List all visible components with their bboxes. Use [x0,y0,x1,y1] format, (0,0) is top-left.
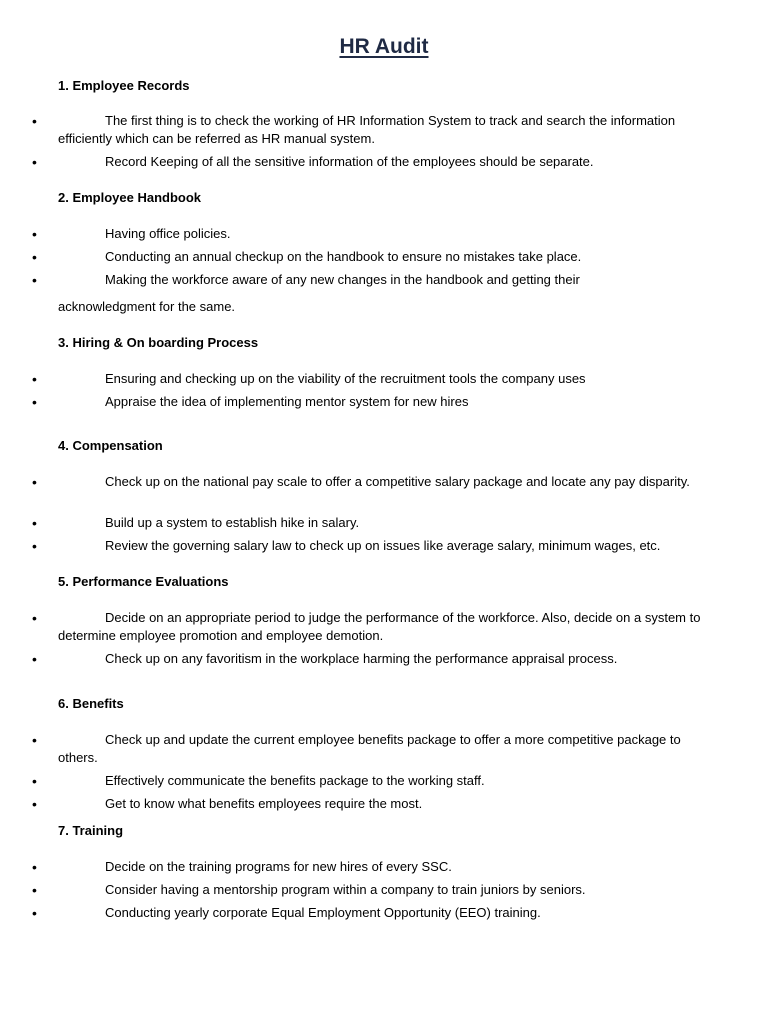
bullet-icon: • [32,272,37,288]
bullet-icon: • [32,651,37,667]
title-text: HR Audit [339,35,429,58]
list-item: • Review the governing salary law to check up on issues like average salary, minimum wages, etc. [32,538,661,554]
section-heading-compensation: 4. Compensation [58,438,163,453]
document-title [0,35,768,59]
list-item: • Effectively communicate the benefits package to the working staff. [32,773,485,789]
list-item: • The first thing is to check the working of HR Information System to track and search the information efficiently which can be referred as HR manual system. [32,113,676,146]
bullet-icon: • [32,905,37,921]
bullet-icon: • [32,371,37,387]
bullet-icon: • [32,773,37,789]
list-item: • Check up and update the current employee benefits package to offer a more competitive package to others. [32,732,681,765]
bullet-icon: • [32,226,37,242]
bullet-icon: • [32,394,37,410]
list-item: • Conducting an annual checkup on the handbook to ensure no mistakes take place. [32,249,582,265]
list-item: • Record Keeping of all the sensitive information of the employees should be separate. [32,154,594,170]
bullet-icon: • [32,249,37,265]
section-heading-employee-records: 1. Employee Records [58,78,190,93]
bullet-icon: • [32,154,37,170]
list-item: • Having office policies. [32,226,231,242]
bullet-icon: • [32,610,37,626]
list-item: • Decide on the training programs for new hires of every SSC. [32,859,452,875]
list-item: • Check up on any favoritism in the workplace harming the performance appraisal process. [32,651,618,667]
list-item: • Ensuring and checking up on the viability of the recruitment tools the company uses [32,371,586,387]
bullet-icon: • [32,882,37,898]
section-heading-performance-evaluations: 5. Performance Evaluations [58,574,229,589]
list-item-continuation: acknowledgment for the same. [58,299,236,314]
section-heading-hiring-onboarding: 3. Hiring & On boarding Process [58,335,259,350]
section-heading-benefits: 6. Benefits [58,696,124,711]
list-item: • Appraise the idea of implementing mentor system for new hires [32,394,469,410]
bullet-icon: • [32,538,37,554]
list-item: • Get to know what benefits employees require the most. [32,796,423,812]
bullet-icon: • [32,732,37,748]
bullet-icon: • [32,859,37,875]
list-item: • Conducting yearly corporate Equal Employment Opportunity (EEO) training. [32,905,541,921]
list-item: • Making the workforce aware of any new changes in the handbook and getting their [32,272,580,288]
list-item: • Decide on an appropriate period to judge the performance of the workforce. Also, decide on a system to determine employee promotion and employee demotion. [32,610,701,643]
section-heading-training: 7. Training [58,823,124,838]
bullet-icon: • [32,515,37,531]
list-item: • Check up on the national pay scale to offer a competitive salary package and locate any pay disparity. [32,474,690,490]
bullet-icon: • [32,796,37,812]
bullet-icon: • [32,474,37,490]
list-item: • Build up a system to establish hike in salary. [32,515,360,531]
list-item: • Consider having a mentorship program within a company to train juniors by seniors. [32,882,586,898]
section-heading-employee-handbook: 2. Employee Handbook [58,190,202,205]
bullet-icon: • [32,113,37,129]
